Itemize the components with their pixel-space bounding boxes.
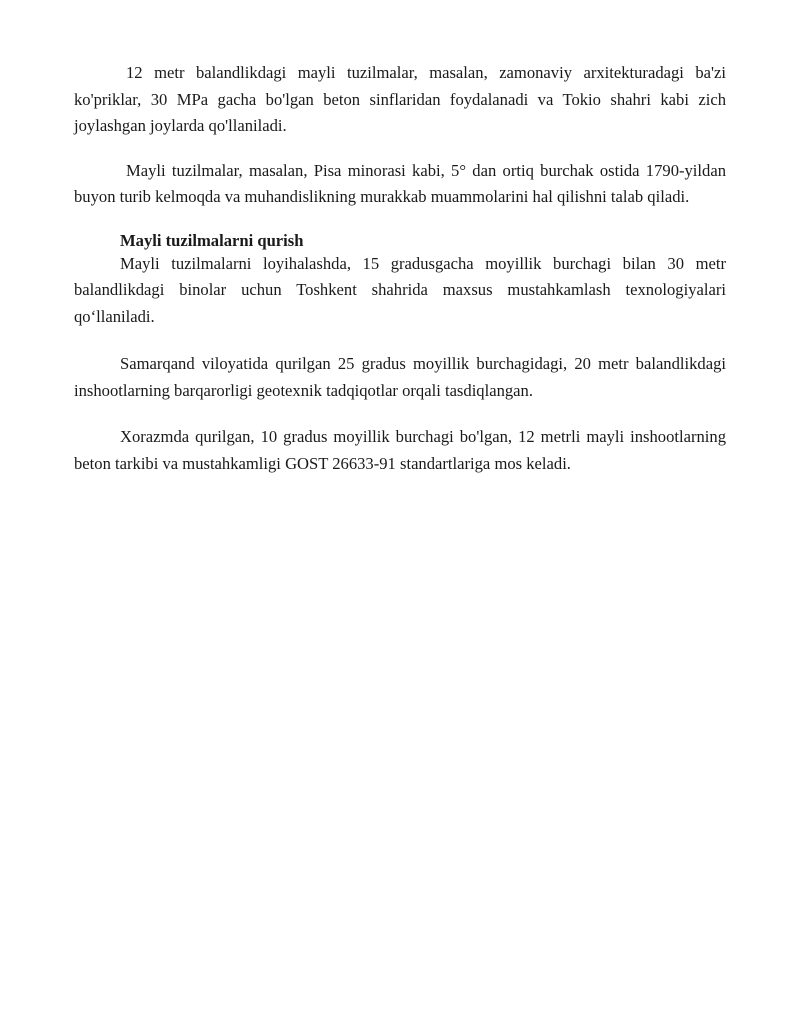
paragraph-samarkand: Samarqand viloyatida qurilgan 25 gradus moyillik burchagidagi, 20 metr balandlikdagi inshootlarning barqarorligi geotexnik tadqiqotlar orqali tasdiqlangan. [74, 354, 726, 400]
paragraph-tashkent: Mayli tuzilmalarni loyihalashda, 15 gradusgacha moyillik burchagi bilan 30 metr balandlikdagi binolar uchun Toshkent shahrida maxsus mustahkamlash texnologiyalari qo‘llaniladi. [74, 253, 726, 326]
document-page [74, 60, 726, 477]
paragraph-khorezm: Xorazmda qurilgan, 10 gradus moyillik burchagi bo'lgan, 12 metrli mayli inshootlarning beton tarkibi va mustahkamligi GOST 26633-91 standartlariga mos keladi. [74, 427, 726, 473]
paragraph-pisa-tower: Mayli tuzilmalar, masalan, Pisa minorasi kabi, 5° dan ortiq burchak ostida 1790-yildan buyon turib kelmoqda va muhandislikning murakkab muammolarini hal qilishni talab qiladi. [74, 160, 726, 206]
paragraph-bridges: 12 metr balandlikdagi mayli tuzilmalar, masalan, zamonaviy arxitekturadagi ba'zi ko'priklar, 30 MPa gacha bo'lgan beton sinflaridan foydalanadi va Tokio shahri kabi zich joylashgan joylarda qo'llaniladi. [74, 63, 726, 135]
section-heading: Mayli tuzilmalarni qurish [120, 230, 304, 250]
